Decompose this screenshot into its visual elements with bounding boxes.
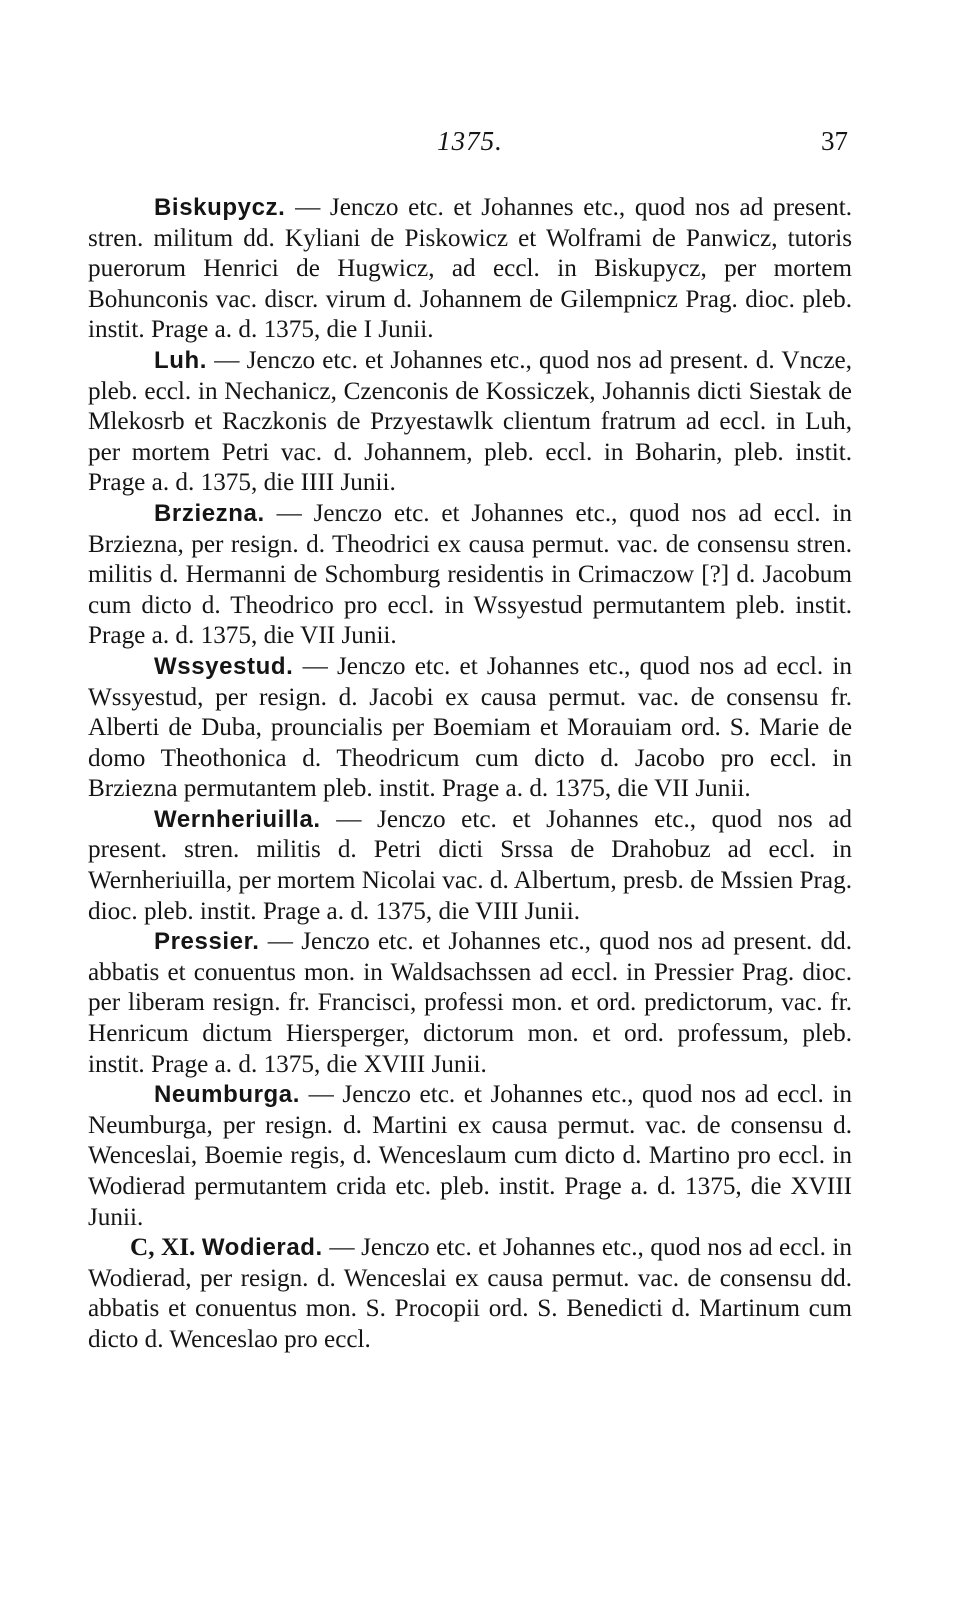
entry-brziezna bbox=[88, 499, 852, 652]
entry-heading: Luh. bbox=[154, 346, 208, 374]
signature-mark: C, XI. bbox=[130, 1234, 196, 1262]
entry-text: — Jenczo etc. et Johannes etc., quod nos ad eccl. in Wodierad, per resign. d. Wenceslai ex causa permut. vac. de consensu dd. abbatis et conuentus mon. S. Procopii ord. S. Benedicti d. Martinum cum dicto d. Wenceslao pro eccl. bbox=[88, 1234, 853, 1353]
entry-wernheriuilla bbox=[88, 805, 852, 927]
entry-text: — Jenczo etc. et Johannes etc., quod nos ad present. d. Vncze, pleb. eccl. in Nechanicz, Czenconis de Kossiczek, Johannis dicti Siestak de Mlekosrb et Raczkonis de Przyestawlk clientum fratrum ad eccl. in Luh, per mortem Petri vac. d. Johannem, pleb. eccl. in Boharin, pleb. instit. Prage a. d. 1375, die IIII Junii. bbox=[88, 346, 852, 497]
body-text bbox=[88, 193, 852, 1356]
entry-wodierad bbox=[88, 1233, 852, 1355]
entry-luh bbox=[88, 346, 852, 499]
entry-heading: Neumburga. bbox=[154, 1081, 301, 1109]
entry-text: — Jenczo etc. et Johannes etc., quod nos ad present. stren. militum dd. Kyliani de Piskowicz et Wolframi de Panwicz, tutoris puerorum Henrici de Hugwicz, ad eccl. in Biskupycz, per mortem Bohunconis vac. discr. virum d. Johannem de Gilempnicz Prag. dioc. pleb. instit. Prage a. d. 1375, die I Junii. bbox=[88, 194, 852, 344]
entry-text: — Jenczo etc. et Johannes etc., quod nos ad eccl. in Neumburga, per resign. d. Martini ex causa permut. vac. de consensu d. Wenceslai, Boemie regis, d. Wenceslaum cum dicto d. Martino pro eccl. in Wodierad permutantem crida etc. pleb. instit. Prage a. d. 1375, die XVIII Junii. bbox=[88, 1081, 853, 1231]
page-number: 37 bbox=[821, 126, 848, 156]
entry-pressier bbox=[88, 927, 852, 1080]
entry-neumburga bbox=[88, 1080, 852, 1233]
entry-heading: Wernheriuilla. bbox=[154, 805, 321, 833]
entry-heading: Biskupycz. bbox=[154, 194, 286, 221]
entry-text: — Jenczo etc. et Johannes etc., quod nos ad present. stren. militis d. Petri dicti Srssa de Drahobuz ad eccl. in Wernheriuilla, per mortem Nicolai vac. d. Albertum, presb. de Mssien Prag. dioc. pleb. instit. Prage a. d. 1375, die VIII Junii. bbox=[88, 805, 852, 925]
entry-heading: Wodierad. bbox=[201, 1234, 323, 1262]
entry-text: — Jenczo etc. et Johannes etc., quod nos ad eccl. in Wssyestud, per resign. d. Jacobi ex causa permut. vac. de consensu fr. Alberti de Duba, prouncialis per Boemiam et Morauiam ord. S. Marie de domo Theothonica d. Theodricum cum dicto d. Jacobo pro eccl. in Brziezna permutantem pleb. instit. Prage a. d. 1375, die VII Junii. bbox=[88, 652, 852, 803]
running-header bbox=[88, 126, 852, 160]
header-year: 1375. bbox=[437, 126, 503, 156]
entry-text: — Jenczo etc. et Johannes etc., quod nos ad present. dd. abbatis et conuentus mon. in Waldsachssen ad eccl. in Pressier Prag. dioc. per liberam resign. fr. Francisci, professi mon. et ord. predictorum, vac. fr. Henricum dictum Hiersperger, dictorum mon. et ord. professum, pleb. instit. Prage a. d. 1375, die XVIII Junii. bbox=[88, 928, 852, 1078]
entry-heading: Wssyestud. bbox=[154, 652, 294, 680]
entry-text: — Jenczo etc. et Johannes etc., quod nos ad eccl. in Brziezna, per resign. d. Theodrici ex causa permut. vac. de consensu stren. militis d. Hermanni de Schomburg residentis in Crimaczow [?] d. Jacobum cum dicto d. Theodrico pro eccl. in Wssyestud permutantem pleb. instit. Prage a. d. 1375, die VII Junii. bbox=[88, 499, 853, 650]
entry-biskupycz bbox=[88, 193, 852, 346]
entry-heading: Pressier. bbox=[154, 928, 260, 956]
entry-heading: Brziezna. bbox=[154, 499, 265, 527]
entry-wssyestud bbox=[88, 652, 852, 805]
